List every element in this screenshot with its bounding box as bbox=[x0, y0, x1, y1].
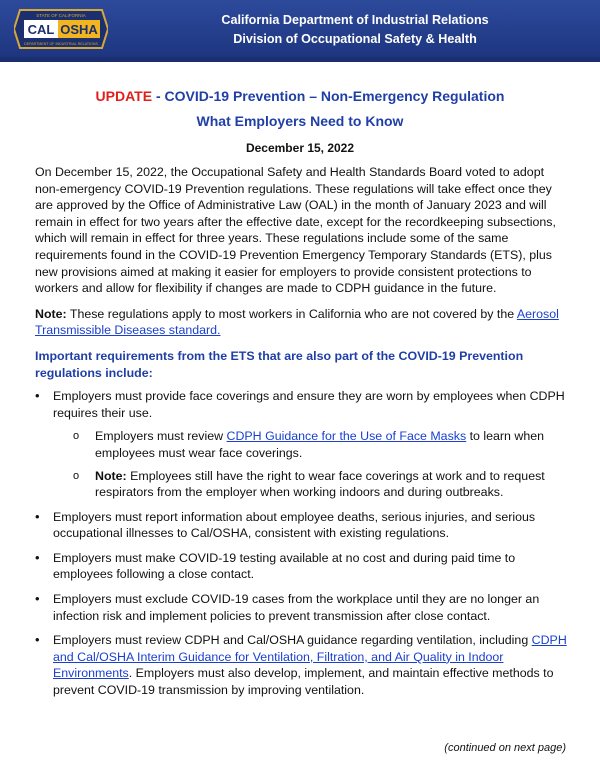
list-item: • Employers must make COVID-19 testing available at no cost and during paid time to employees following a close contact. bbox=[35, 550, 567, 583]
list-item: • Employers must report information about employee deaths, serious injuries, and serious occupational illnesses to Cal/OSHA, consistent with existing regulations. bbox=[35, 509, 567, 542]
ventilation-guidance-link[interactable]: CDPH and Cal/OSHA Interim Guidance for Ventilation, Filtration, and Air Quality in Indoor Environments bbox=[53, 633, 567, 681]
note-label: Note: bbox=[95, 468, 127, 483]
svg-text:OSHA: OSHA bbox=[60, 22, 98, 37]
title-text: - COVID-19 Prevention – Non-Emergency Regulation bbox=[152, 88, 505, 104]
ats-standard-link[interactable]: Aerosol Transmissible Diseases standard. bbox=[35, 306, 559, 338]
document-title bbox=[0, 88, 600, 105]
document-body bbox=[35, 164, 567, 707]
list-item: • Employers must exclude COVID-19 cases from the workplace until they are no longer an infection risk and implement policies to prevent transmission after close contact. bbox=[35, 591, 567, 624]
sub-list-item bbox=[73, 468, 567, 501]
svg-text:DEPARTMENT OF INDUSTRIAL RELAT: DEPARTMENT OF INDUSTRIAL RELATIONS bbox=[24, 42, 98, 46]
svg-text:CAL: CAL bbox=[27, 22, 55, 37]
sub-item-text: Employers must review bbox=[95, 429, 227, 444]
header-text bbox=[110, 11, 600, 49]
face-masks-guidance-link[interactable]: CDPH Guidance for the Use of Face Masks bbox=[226, 429, 467, 444]
list-item bbox=[35, 632, 567, 698]
sub-item-text: Employees still have the right to wear face coverings at work and to request respirators from the employer when working indoors and during outbreaks. bbox=[95, 468, 545, 500]
division-name: Division of Occupational Safety & Health bbox=[233, 32, 477, 46]
list-item bbox=[35, 388, 567, 501]
department-name: California Department of Industrial Relations bbox=[221, 13, 489, 27]
face-coverings-text: Employers must provide face coverings and ensure they are worn by employees when CDPH requires their use. bbox=[53, 389, 565, 420]
ventilation-text: Employers must review CDPH and Cal/OSHA guidance regarding ventilation, including bbox=[53, 633, 532, 648]
note-text: These regulations apply to most workers in California who are not covered by the bbox=[66, 306, 517, 321]
document-subtitle: What Employers Need to Know bbox=[196, 113, 404, 129]
continued-note: (continued on next page) bbox=[444, 742, 566, 754]
note-label: Note: bbox=[35, 306, 67, 321]
requirements-list bbox=[35, 388, 567, 699]
ventilation-text-end: . Employers must also develop, implement, and maintain effective methods to prevent COVID-19 transmission by improving ventilation. bbox=[53, 666, 554, 698]
note-paragraph bbox=[35, 306, 567, 339]
update-label: UPDATE bbox=[95, 88, 153, 104]
sub-list-item bbox=[73, 428, 567, 461]
svg-text:STATE OF CALIFORNIA: STATE OF CALIFORNIA bbox=[36, 13, 86, 18]
document-date: December 15, 2022 bbox=[245, 141, 355, 155]
sub-list bbox=[53, 428, 567, 500]
requirements-heading: Important requirements from the ETS that are also part of the COVID-19 Prevention regulations include: bbox=[35, 348, 524, 380]
cal-osha-logo bbox=[14, 6, 108, 52]
sub-item-text-end: to learn when employees must wear face coverings. bbox=[95, 429, 545, 460]
intro-paragraph: On December 15, 2022, the Occupational Safety and Health Standards Board voted to adopt non-emergency COVID-19 Prevention regulations. These regulations will take effect once they are approved by the Office of Administrative Law (OAL) in the month of January 2023 and will remain in effect for two years after the effective date, except for the recordkeeping subsections, which will remain in effect for three years. These regulations include some of the same requirements found in the COVID-19 Prevention Emergency Temporary Standards (ETS), plus new provisions aimed at making it easier for employers to provide consistent protections to workers and allow for flexibility if changes are made to CDPH guidance in the future. bbox=[35, 165, 556, 296]
page-header bbox=[0, 0, 600, 62]
